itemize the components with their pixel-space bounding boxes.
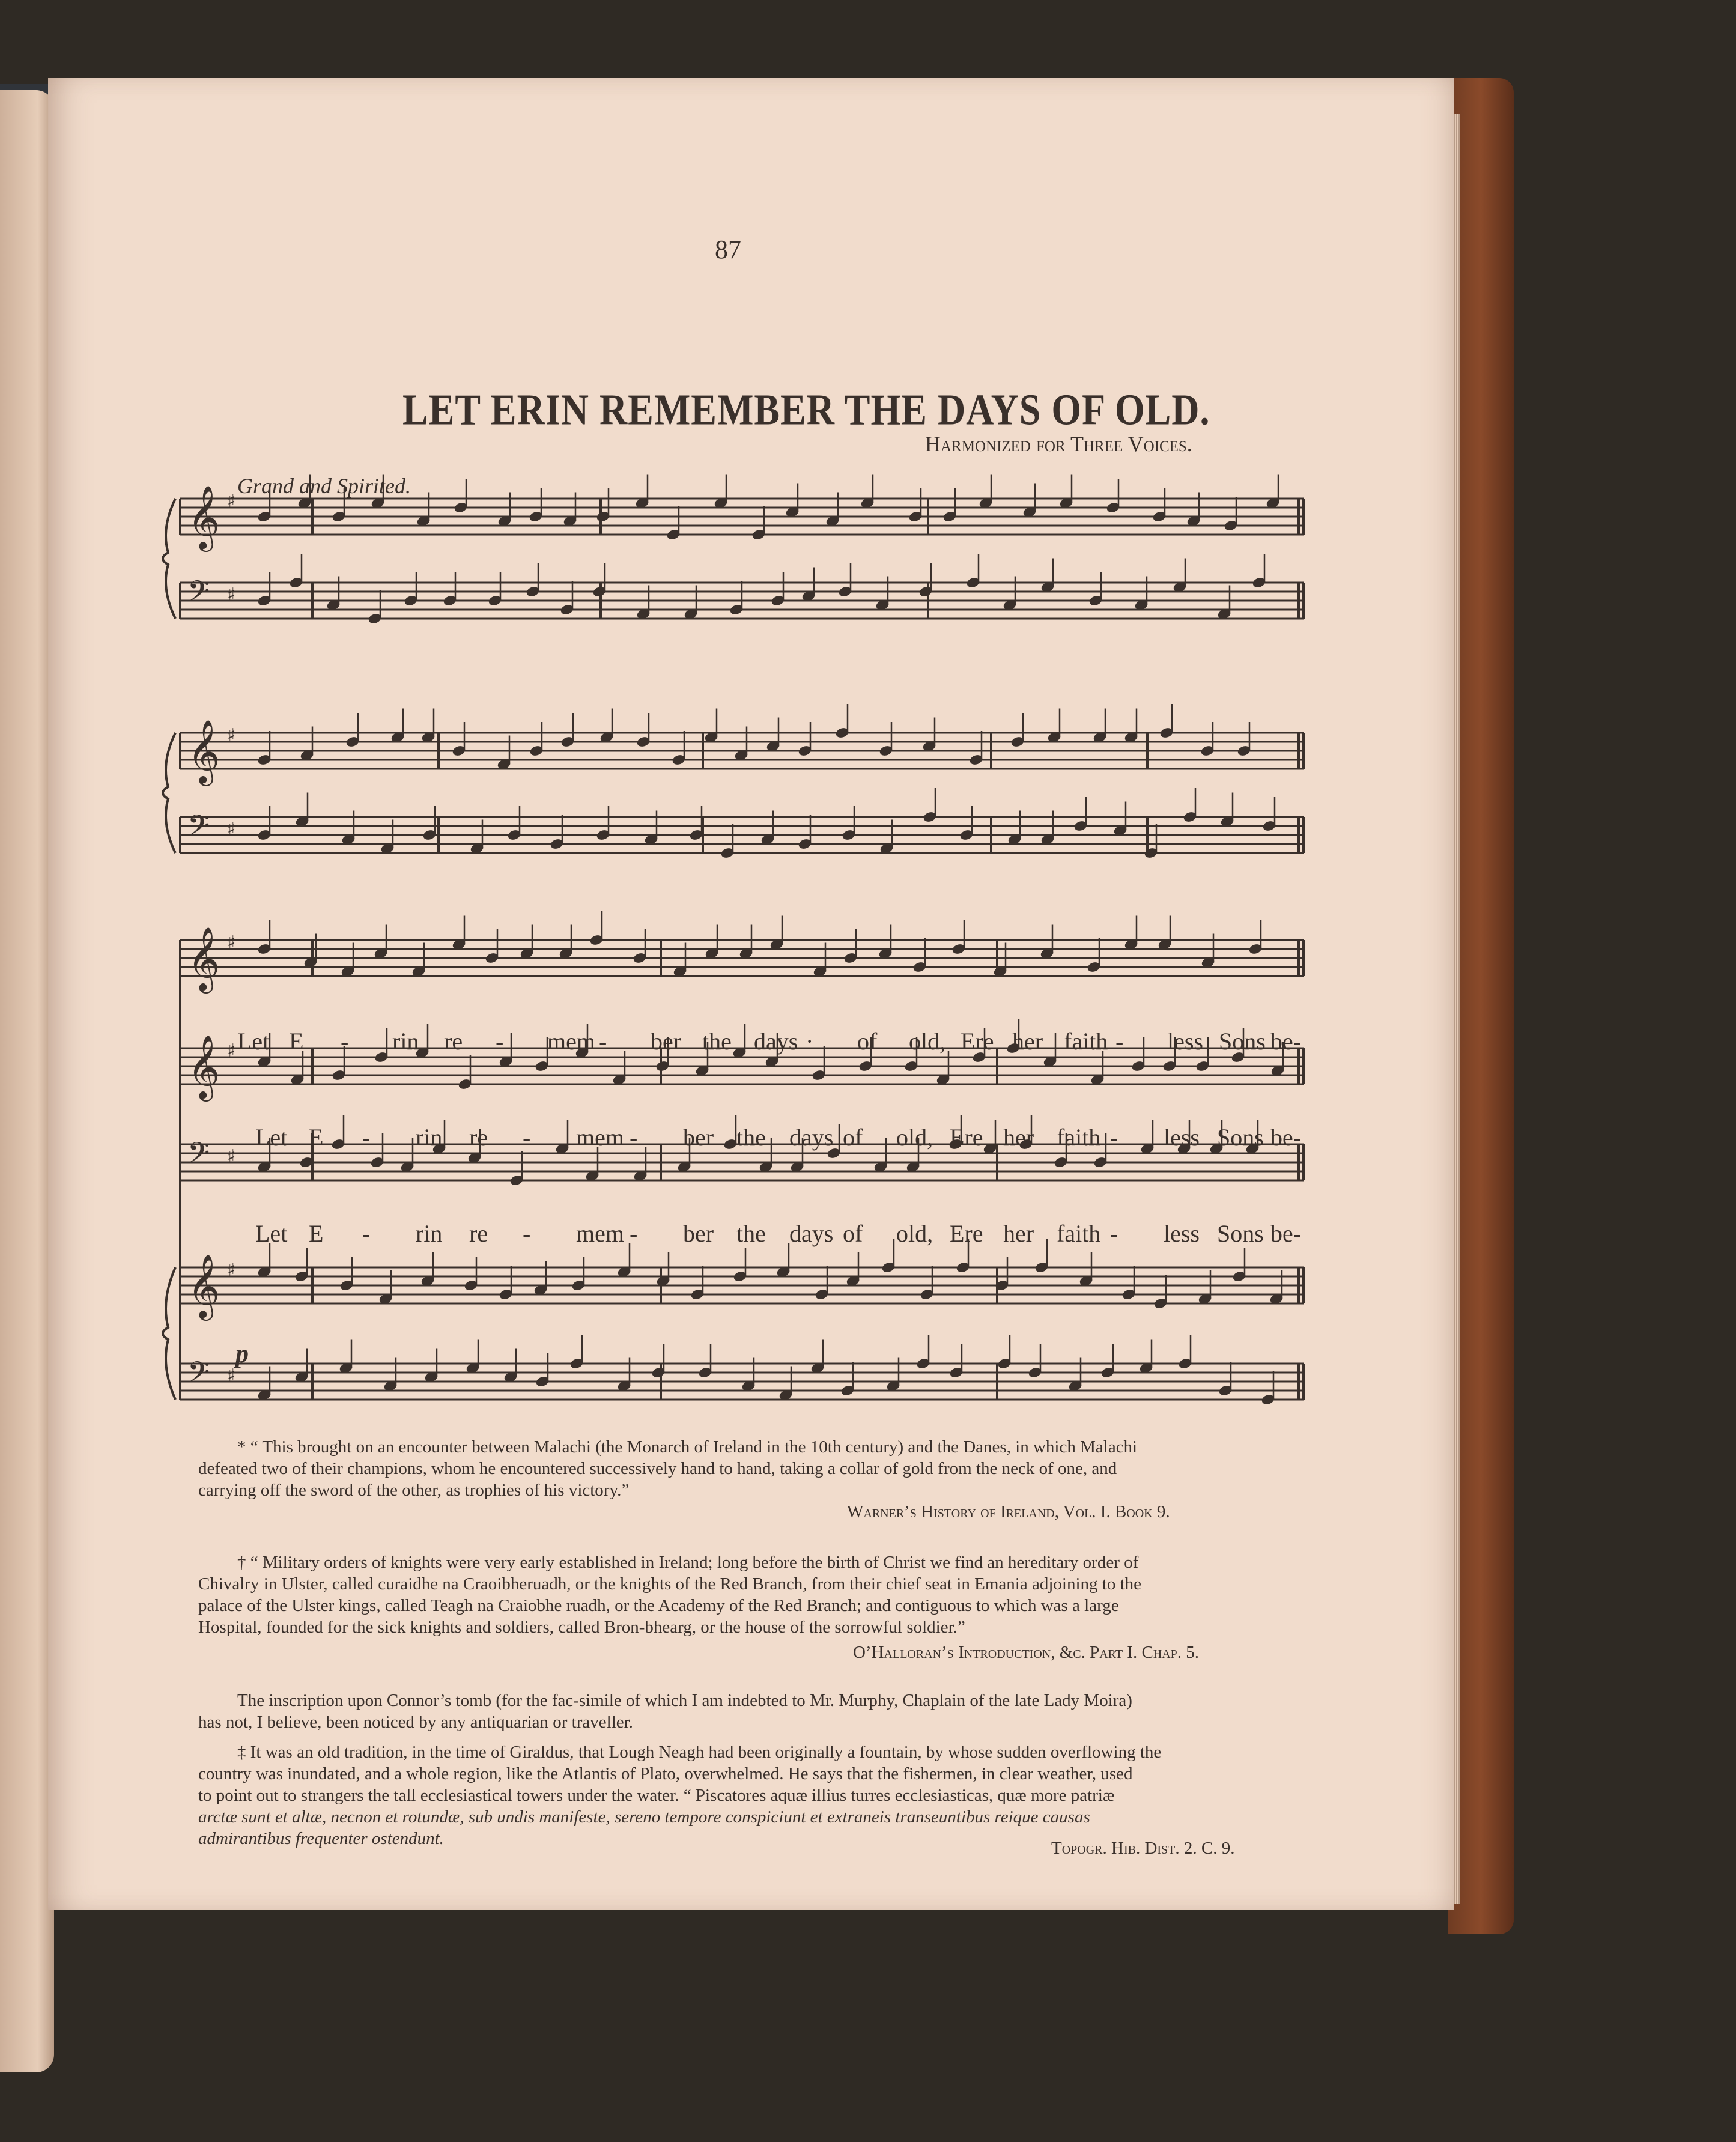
song-title: LET ERIN REMEMBER THE DAYS OF OLD. (402, 385, 1210, 434)
lyric-syllable: re (469, 1124, 488, 1151)
treble-clef-icon: 𝄞 (187, 719, 220, 783)
lyric-syllable: her (1003, 1124, 1034, 1151)
lyric-syllable: Let (237, 1028, 270, 1055)
lyric-syllable: - (1110, 1124, 1118, 1151)
footnote-4-line-1: ‡ It was an old tradition, in the time of Giraldus, that Lough Neagh had been originally a fountain, by whose sudden overflowing the (237, 1743, 1162, 1762)
lyric-syllable: be- (1270, 1124, 1302, 1151)
lyric-syllable: ber (683, 1220, 714, 1247)
lyric-syllable: rin (416, 1220, 443, 1247)
footnote-4-source: Topogr. Hib. Dist. 2. C. 9. (1051, 1839, 1235, 1858)
lyric-syllable: - (1115, 1028, 1124, 1055)
lyric-syllable: old, (909, 1028, 946, 1055)
lyric-syllable: the (736, 1124, 766, 1151)
lyric-syllable: be- (1270, 1028, 1302, 1055)
lyric-syllable: - (599, 1028, 607, 1055)
lyric-syllable: rin (416, 1124, 443, 1151)
footnote-1-line-1: * “ This brought on an encounter between Malachi (the Monarch of Ireland in the 10th century) and the Danes, in which Malachi (237, 1437, 1138, 1457)
system-brace (163, 499, 175, 619)
lyric-syllable: mem (576, 1220, 624, 1247)
system-brace (163, 733, 175, 853)
lyric-syllable: her (1012, 1028, 1043, 1055)
lyric-syllable: days (754, 1028, 798, 1055)
lyric-syllable: days (789, 1124, 834, 1151)
sharp-icon: ♯ (227, 819, 236, 840)
footnote-4-line-5: admirantibus frequenter ostendunt. (198, 1829, 444, 1848)
lyric-syllable: faith (1057, 1124, 1101, 1151)
lyric-syllable: Sons (1219, 1028, 1266, 1055)
treble-clef-icon: 𝄞 (187, 485, 220, 549)
clefs (187, 485, 236, 1396)
lyric-syllable: - (523, 1124, 531, 1151)
footnote-2-line-1: † “ Military orders of knights were very early established in Ireland; long before the birth of Christ we find an hereditary order of (237, 1553, 1139, 1572)
lyric-syllable: ber (651, 1028, 682, 1055)
lyric-syllable: ber (683, 1124, 714, 1151)
treble-clef-icon: 𝄞 (187, 926, 220, 991)
bass-clef-icon: 𝄢 (187, 574, 210, 615)
lyric-syllable: her (1003, 1220, 1034, 1247)
system-brace (163, 1267, 175, 1400)
lyric-syllable: Ere (950, 1124, 983, 1151)
lyric-syllable: re (444, 1028, 463, 1055)
lyric-syllable: Ere (950, 1220, 983, 1247)
footnote-2-line-4: Hospital, founded for the sick knights and soldiers, called Bron-bhearg, or the house of the sorrowful soldier.” (198, 1618, 965, 1637)
lyrics-voice-1 (237, 1027, 1307, 1057)
bass-clef-icon: 𝄢 (187, 1136, 210, 1177)
tempo-marking: Grand and Spirited. (237, 474, 411, 498)
lyric-syllable: mem (547, 1028, 595, 1055)
sharp-icon: ♯ (227, 1260, 236, 1281)
footnote-2-line-2: Chivalry in Ulster, called curaidhe na Craoibheruadh, or the knights of the Red Branch, from their chief seat in Emania adjoining to the (198, 1574, 1142, 1594)
footnote-1-line-3: carrying off the sword of the other, as trophies of his victory.” (198, 1481, 630, 1500)
lyric-syllable: - (630, 1124, 638, 1151)
sharp-icon: ♯ (227, 491, 236, 512)
footnote-4-line-2: country was inundated, and a whole region, like the Atlantis of Plato, overwhelmed. He says that the fishermen, in clear weather, used (198, 1764, 1133, 1783)
footnote-1-source: Warner’s History of Ireland, Vol. I. Book 9. (847, 1502, 1170, 1522)
bass-clef-icon: 𝄢 (187, 809, 210, 849)
sharp-icon: ♯ (227, 725, 236, 746)
lyric-syllable: less (1164, 1124, 1200, 1151)
lyric-syllable: - (1110, 1220, 1118, 1247)
lyric-syllable: Let (255, 1220, 288, 1247)
lyrics-voice-3 (255, 1219, 1307, 1249)
lyric-syllable: · (806, 1028, 814, 1055)
footnote-3-line-2: has not, I believe, been noticed by any antiquarian or traveller. (198, 1713, 633, 1732)
sharp-icon: ♯ (227, 1146, 236, 1167)
lyric-syllable: be- (1270, 1220, 1302, 1247)
lyric-syllable: re (469, 1220, 488, 1247)
lyric-syllable: old, (896, 1220, 933, 1247)
lyric-syllable: mem (576, 1124, 624, 1151)
footnote-3-line-1: The inscription upon Connor’s tomb (for the fac-simile of which I am indebted to Mr. Murphy, Chaplain of the late Lady Moira) (237, 1691, 1132, 1710)
sharp-icon: ♯ (227, 932, 236, 953)
dynamic-marking: p (235, 1339, 249, 1368)
lyric-syllable: old, (896, 1124, 933, 1151)
lyrics-voice-2 (255, 1123, 1307, 1153)
lyric-syllable: - (341, 1028, 349, 1055)
lyric-syllable: the (736, 1220, 766, 1247)
lyric-syllable: rin (392, 1028, 419, 1055)
lyric-syllable: E (289, 1028, 304, 1055)
lyric-syllable: Let (255, 1124, 288, 1151)
treble-clef-icon: 𝄞 (187, 1034, 220, 1099)
footnote-4-line-3: to point out to strangers the tall ecclesiastical towers under the water. “ Piscatores aquæ illius turres ecclesiasticas, quæ more patriæ (198, 1786, 1115, 1805)
lyric-syllable: faith (1057, 1220, 1101, 1247)
sharp-icon: ♯ (227, 584, 236, 605)
lyric-syllable: E (309, 1220, 324, 1247)
sharp-icon: ♯ (227, 1040, 236, 1061)
page-number: 87 (715, 235, 741, 264)
lyric-syllable: less (1167, 1028, 1203, 1055)
lyric-syllable: - (523, 1220, 531, 1247)
lyric-syllable: of (843, 1220, 863, 1247)
lyric-syllable: faith (1064, 1028, 1108, 1055)
lyric-syllable: less (1164, 1220, 1200, 1247)
staff-lines (180, 499, 1304, 1400)
bass-clef-icon: 𝄢 (187, 1355, 210, 1396)
song-subtitle: Harmonized for Three Voices. (925, 432, 1192, 456)
footnote-1-line-2: defeated two of their champions, whom he encountered successively hand to hand, taking a collar of gold from the neck of one, and (198, 1459, 1117, 1478)
footnote-4-line-4: arctæ sunt et altæ, necnon et rotundæ, sub undis manifeste, sereno tempore conspiciunt et extraneis transeuntibus reique causas (198, 1807, 1090, 1827)
lyric-syllable: - (496, 1028, 504, 1055)
lyric-syllable: E (309, 1124, 324, 1151)
footnote-2-line-3: palace of the Ulster kings, called Teagh na Craiobhe ruadh, or the Academy of the Red Branch; and contiguous to which was a large (198, 1596, 1119, 1615)
footnote-2-source: O’Halloran’s Introduction, &c. Part I. Chap. 5. (853, 1643, 1200, 1662)
lyric-syllable: Sons (1217, 1220, 1264, 1247)
lyric-syllable: Ere (961, 1028, 994, 1055)
lyric-syllable: - (630, 1220, 638, 1247)
lyric-syllable: of (843, 1124, 863, 1151)
lyric-syllable: - (362, 1220, 371, 1247)
lyric-syllable: of (857, 1028, 878, 1055)
treble-clef-icon: 𝄞 (187, 1254, 220, 1318)
lyric-syllable: days (789, 1220, 834, 1247)
lyric-syllable: - (362, 1124, 371, 1151)
lyric-syllable: the (702, 1028, 732, 1055)
sharp-icon: ♯ (227, 1365, 236, 1386)
lyric-syllable: Sons (1217, 1124, 1264, 1151)
